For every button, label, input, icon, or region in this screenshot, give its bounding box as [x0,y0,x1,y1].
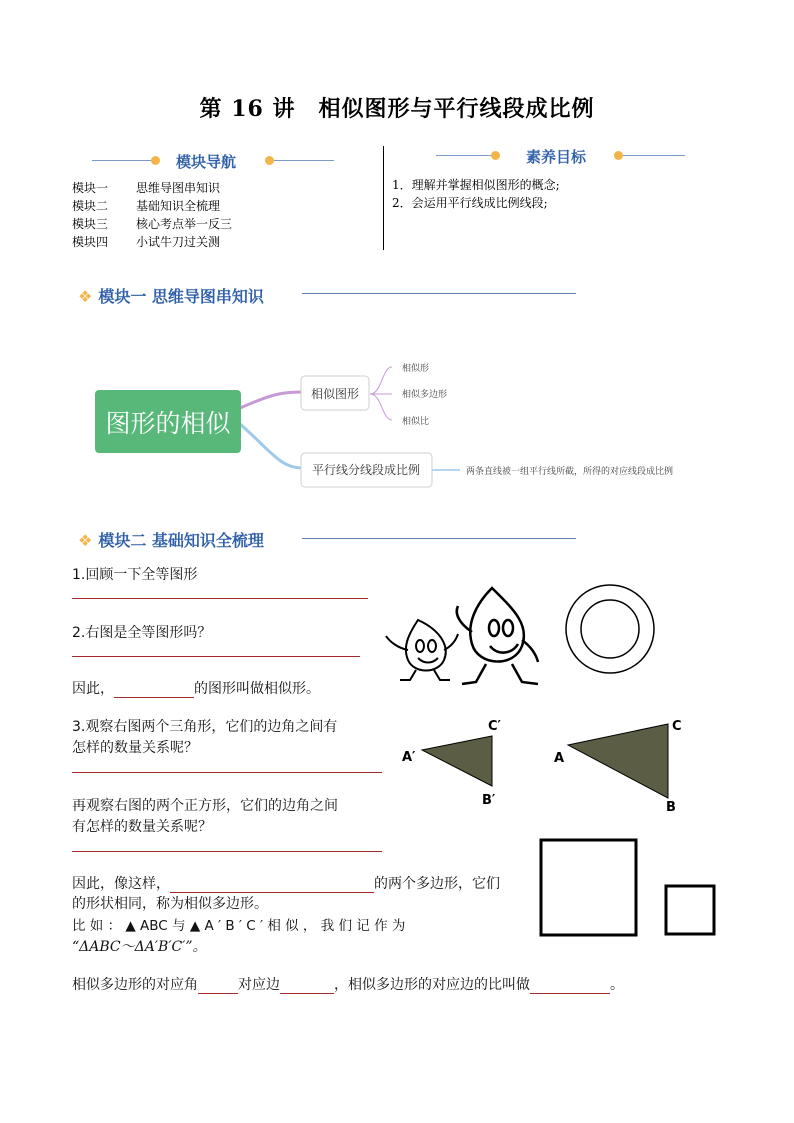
question-2: 2.右图是全等图形吗？ [72,625,212,641]
cartoon-figures [380,584,540,692]
fill-blank [530,979,610,994]
vertex-label: A [554,751,565,766]
final-statement: 相似多边形的对应角 对应边 ，相似多边形的对应边的比叫做 。 [72,977,624,993]
bullet-dot [614,151,623,160]
triangle-small [422,736,492,786]
question-1: 1.回顾一下全等图形 [72,567,198,583]
bullet-dot [491,151,500,160]
diamond-icon: ❖ [78,287,93,306]
mindmap [0,340,794,500]
conclusion-2-line1: 因此，像这样， 的两个多边形，它们 [72,876,500,892]
vertex-label: C [672,719,682,734]
fill-blank [198,979,238,994]
nav-item-3: 模块三 核心考点举一反三 [72,217,233,231]
goal-item-2: 2．会运用平行线成比例线段; [392,196,548,210]
square-small [666,886,714,934]
question-4-line1: 再观察右图的两个正方形，它们的边角之间 [72,798,338,814]
conclusion-2-line2: 的形状相同，称为相似多边形。 [72,896,268,912]
module2-heading: ❖ 模块二 基础知识全梳理 [78,531,264,550]
mindmap-branch2-note: 两条直线被一组平行线所截，所得的对应线段成比例 [466,467,674,477]
fill-blank [280,979,334,994]
mindmap-link [370,367,392,394]
example-line: 比 如 ： ▲ ABC 与 ▲ A ′ B ′ C ′ 相 似 ， 我 们 记 作 为 [72,918,406,934]
vertex-label: B′ [482,793,496,808]
vertex-label: C′ [488,719,501,734]
mindmap-link [370,394,392,420]
divider [302,538,576,539]
square-large [541,840,636,935]
fill-blank [170,878,374,893]
squares-figure [536,836,722,942]
triangle-large [568,724,668,798]
mindmap-branch1: 相似图形 [310,387,360,401]
vertex-label: A′ [402,750,416,765]
goals-heading: 素养目标 [526,148,587,166]
nav-item-2: 模块二 基础知识全梳理 [72,199,221,213]
nav-item-4: 模块四 小试牛刀过关测 [72,235,221,249]
ring-figure [562,580,658,678]
divider [623,155,685,156]
question-4-line2: 有怎样的数量关系呢？ [72,819,212,835]
mindmap-branch2: 平行线分线段成比例 [311,463,421,477]
question-3-line2: 怎样的数量关系呢？ [72,740,198,756]
vertex-label: B [666,800,676,815]
nav-item-1: 模块一 思维导图串知识 [72,181,221,195]
divider [436,155,492,156]
mindmap-link [240,392,302,408]
answer-line [72,598,368,599]
nav-heading: 模块导航 [176,153,237,171]
triangles-figure [396,712,696,822]
cartoon-large [457,588,538,684]
answer-line [72,656,360,657]
module1-heading: ❖ 模块一 思维导图串知识 [78,287,264,306]
cartoon-small [386,620,458,680]
answer-line [72,851,382,852]
page-title: 第 16 讲 相似图形与平行线段成比例 [199,96,595,122]
divider [92,160,152,161]
bullet-dot [151,156,160,165]
mindmap-leaf-2: 相似多边形 [402,390,448,400]
mindmap-link [240,424,302,468]
diamond-icon: ❖ [78,531,93,550]
mindmap-leaf-3: 相似比 [402,417,430,427]
goal-item-1: 1．理解并掌握相似图形的概念; [392,178,560,192]
divider [274,160,334,161]
question-3-line1: 3.观察右图两个三角形，它们的边角之间有 [72,719,338,735]
conclusion-1: 因此， 的图形叫做相似形。 [72,681,320,697]
notation-line: “ΔABC～ΔA′B′C′”。 [72,939,207,955]
answer-line [72,772,382,773]
divider [302,293,576,294]
mindmap-root: 图形的相似 [105,409,231,438]
bullet-dot [265,156,274,165]
mindmap-leaf-1: 相似形 [402,364,430,374]
fill-blank [114,683,194,698]
column-divider [383,146,384,250]
